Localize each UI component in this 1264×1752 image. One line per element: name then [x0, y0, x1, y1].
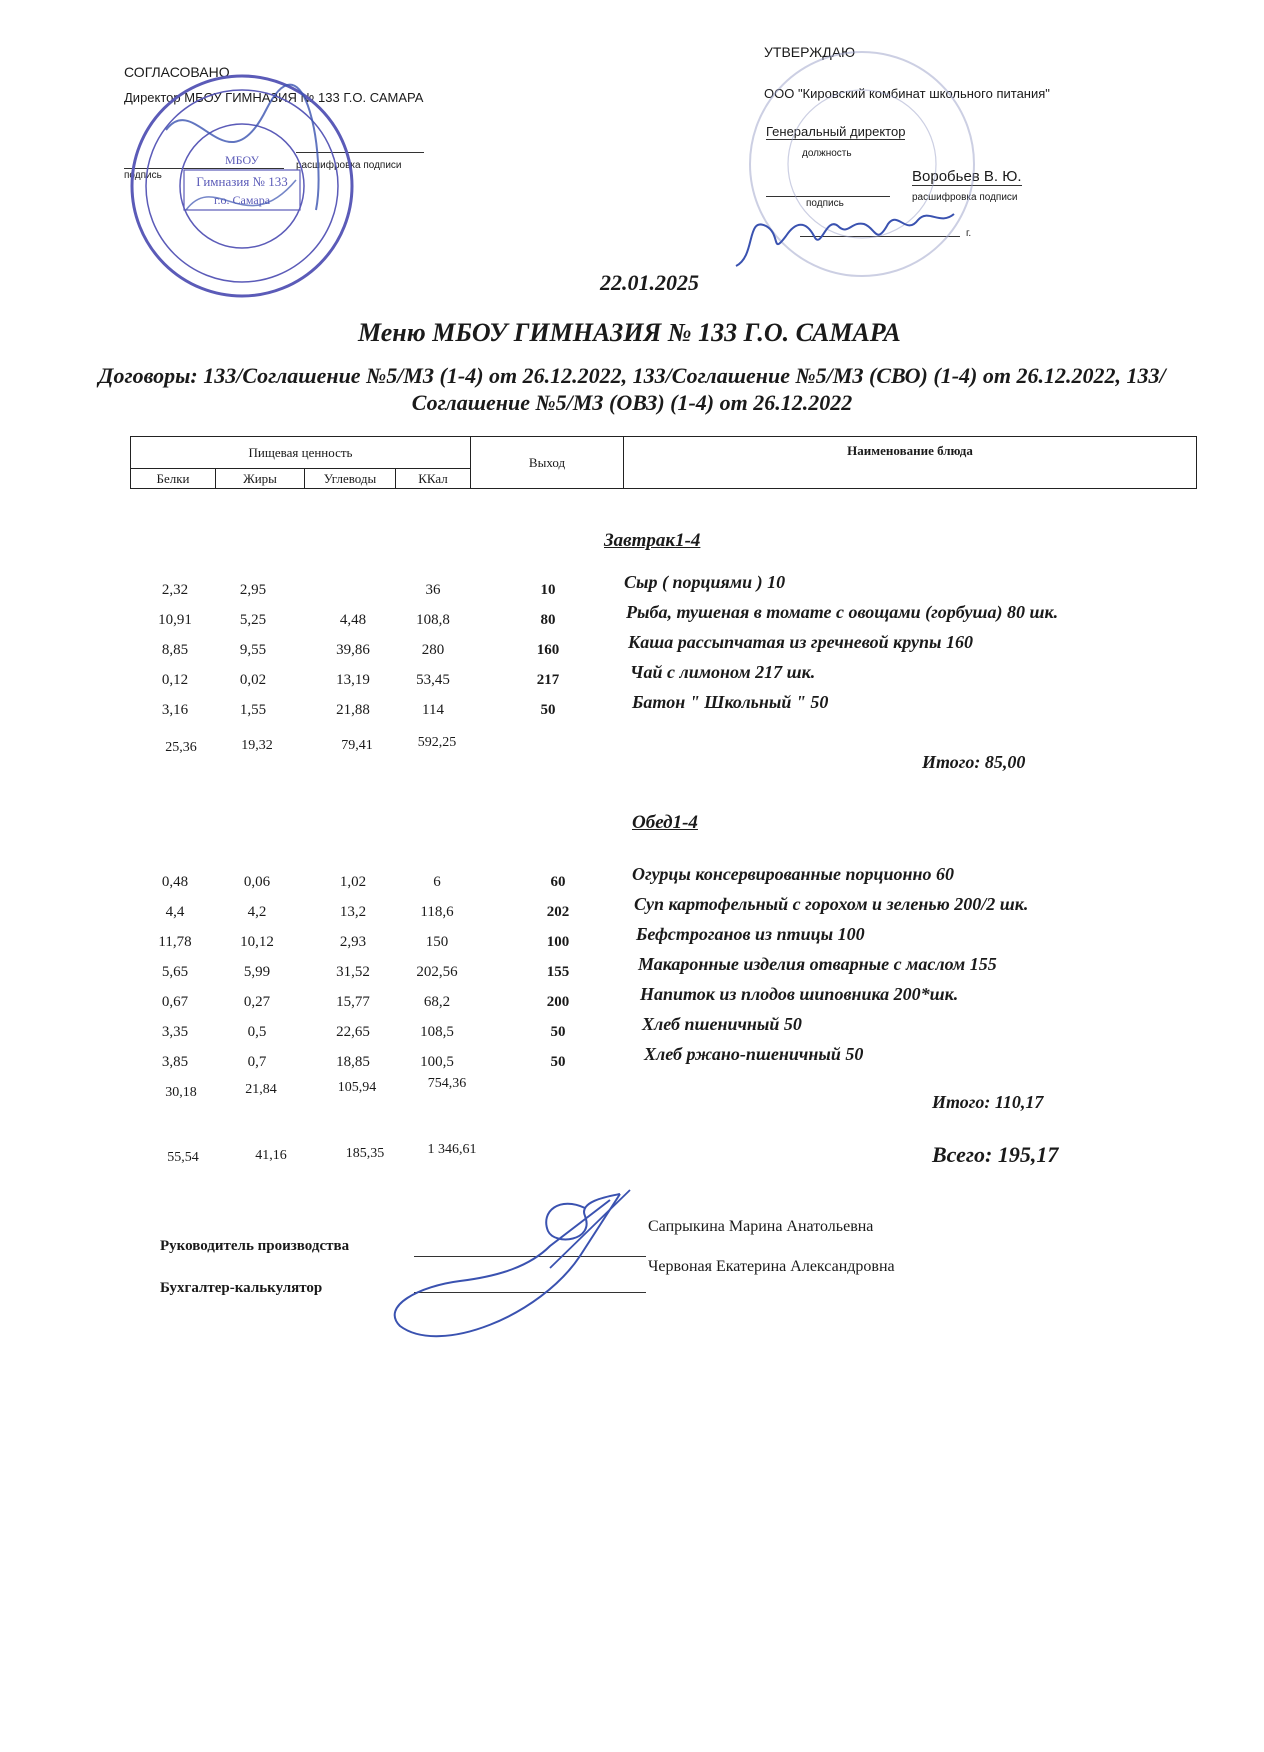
- lunch-row-fats: 0,5: [247, 1024, 267, 1040]
- breakfast-row-dish: Чай с лимоном 217 шк.: [630, 662, 816, 682]
- breakfast-row-fats: 5,25: [239, 612, 267, 628]
- breakfast-row-kcal: 36: [425, 582, 441, 598]
- breakfast-row-output: 80: [540, 612, 556, 628]
- lunch-row-output: 60: [550, 874, 566, 890]
- breakfast-row-proteins: 8,85: [161, 642, 189, 658]
- header-dish-name: Наименование блюда: [624, 437, 1197, 489]
- approval-right-company: ООО "Кировский комбинат школьного питания": [764, 86, 1050, 101]
- breakfast-row-proteins: 2,32: [161, 582, 189, 598]
- lunch-row-output: 50: [550, 1024, 566, 1040]
- breakfast-row-carbs: 39,86: [336, 642, 370, 658]
- lunch-row-carbs: 18,85: [336, 1054, 370, 1070]
- lunch-row-fats: 4,2: [247, 904, 267, 920]
- lunch-row-kcal: 6: [433, 874, 441, 890]
- grand-fats: 41,16: [255, 1148, 287, 1163]
- stamp-line-1: МБОУ: [225, 153, 259, 167]
- grand-proteins: 55,54: [167, 1150, 199, 1165]
- breakfast-title: Завтрак1-4: [604, 530, 701, 551]
- lunch-sum-kcal: 754,36: [427, 1076, 467, 1091]
- breakfast-row-proteins: 3,16: [161, 702, 189, 718]
- approval-right-year: г.: [966, 228, 972, 239]
- breakfast-row-dish: Рыба, тушеная в томате с овощами (горбуша) 80 шк.: [626, 602, 1059, 622]
- breakfast-row-kcal: 53,45: [416, 672, 450, 688]
- breakfast-row-proteins: 0,12: [161, 672, 189, 688]
- breakfast-row-dish: Сыр ( порциями ) 10: [624, 572, 786, 592]
- lunch-row-dish: Напиток из плодов шиповника 200*шк.: [640, 984, 959, 1004]
- breakfast-row-fats: 9,55: [239, 642, 267, 658]
- grand-kcal: 1 346,61: [427, 1142, 477, 1157]
- lunch-row-dish: Огурцы консервированные порционно 60: [632, 864, 955, 884]
- school-stamp: [126, 70, 358, 302]
- lunch-row-output: 100: [546, 934, 570, 950]
- approval-left-sign-label: подпись: [124, 170, 162, 181]
- menu-table-header: [130, 436, 1197, 489]
- breakfast-row-carbs: 4,48: [339, 612, 367, 628]
- lunch-row-kcal: 68,2: [423, 994, 451, 1010]
- breakfast-row-dish: Батон " Школьный " 50: [632, 692, 829, 712]
- approval-right-heading: УТВЕРЖДАЮ: [764, 44, 856, 60]
- header-output: Выход: [471, 437, 624, 489]
- lunch-row-proteins: 4,4: [165, 904, 185, 920]
- breakfast-row-carbs: 13,19: [336, 672, 370, 688]
- header-carbs: Углеводы: [305, 469, 396, 489]
- header-fats: Жиры: [216, 469, 305, 489]
- lunch-row-proteins: 3,85: [161, 1054, 189, 1070]
- lunch-row-dish: Хлеб ржано-пшеничный 50: [644, 1044, 864, 1064]
- breakfast-row-fats: 0,02: [239, 672, 267, 688]
- lunch-sum-carbs: 105,94: [337, 1080, 377, 1095]
- lunch-row-output: 155: [546, 964, 570, 980]
- breakfast-row-dish: Каша рассыпчатая из гречневой крупы 160: [628, 632, 973, 652]
- approval-right-position: Генеральный директор: [766, 124, 906, 139]
- lunch-row-fats: 10,12: [240, 934, 274, 950]
- lunch-row-output: 200: [546, 994, 570, 1010]
- lunch-row-proteins: 0,48: [161, 874, 189, 890]
- lunch-row-carbs: 2,93: [339, 934, 367, 950]
- breakfast-row-kcal: 114: [422, 702, 444, 718]
- breakfast-sum-fats: 19,32: [241, 738, 273, 753]
- lunch-row-carbs: 15,77: [336, 994, 370, 1010]
- approval-left-position: Директор МБОУ ГИМНАЗИЯ № 133 Г.О. САМАРА: [124, 90, 424, 105]
- lunch-row-kcal: 150: [425, 934, 449, 950]
- breakfast-row-kcal: 280: [421, 642, 445, 658]
- lunch-row-dish: Бефстроганов из птицы 100: [636, 924, 865, 944]
- breakfast-sum-proteins: 25,36: [165, 740, 197, 755]
- lunch-row-dish: Макаронные изделия отварные с маслом 155: [638, 954, 997, 974]
- signature-role-accountant: Бухгалтер-калькулятор: [160, 1280, 323, 1296]
- stamp-line-2: Гимназия № 133: [196, 174, 288, 189]
- header-kcal: ККал: [396, 469, 471, 489]
- approval-right-decode-label: расшифровка подписи: [912, 192, 1018, 203]
- lunch-row-carbs: 13,2: [339, 904, 367, 920]
- breakfast-row-output: 50: [540, 702, 556, 718]
- header-proteins: Белки: [131, 469, 216, 489]
- contracts-text: Договоры: 133/Соглашение №5/МЗ (1-4) от 26.12.2022, 133/Соглашение №5/МЗ (СВО) (1-4) от 26.12.2022, 133/Соглашение №5/МЗ (ОВЗ) (1-4) от 26.12.2022: [98, 363, 1166, 415]
- breakfast-total: Итого: 85,00: [922, 752, 1026, 772]
- director-signature: [726, 196, 966, 276]
- lunch-row-dish: Хлеб пшеничный 50: [642, 1014, 802, 1034]
- lunch-row-fats: 5,99: [243, 964, 271, 980]
- lunch-row-carbs: 1,02: [339, 874, 367, 890]
- breakfast-sum-carbs: 79,41: [341, 738, 373, 753]
- lunch-total: Итого: 110,17: [932, 1092, 1044, 1112]
- stamp-line-3: г.о. Самара: [213, 193, 271, 207]
- breakfast-row-output: 10: [540, 582, 556, 598]
- lunch-row-kcal: 108,5: [420, 1024, 454, 1040]
- menu-date: 22.01.2025: [600, 270, 699, 295]
- lunch-row-kcal: 118,6: [420, 904, 454, 920]
- page-title: Меню МБОУ ГИМНАЗИЯ № 133 Г.О. САМАРА: [358, 318, 901, 347]
- breakfast-row-carbs: 21,88: [336, 702, 370, 718]
- signature-name-accountant: Червоная Екатерина Александровна: [648, 1258, 895, 1275]
- breakfast-row-fats: 2,95: [239, 582, 267, 598]
- lunch-title: Обед1-4: [632, 812, 698, 833]
- lunch-sum-proteins: 30,18: [165, 1085, 197, 1100]
- grand-carbs: 185,35: [345, 1146, 385, 1161]
- lunch-row-proteins: 11,78: [158, 934, 192, 950]
- lunch-row-fats: 0,27: [243, 994, 271, 1010]
- breakfast-row-output: 217: [536, 672, 560, 688]
- breakfast-row-fats: 1,55: [239, 702, 267, 718]
- lunch-row-output: 50: [550, 1054, 566, 1070]
- breakfast-sum-kcal: 592,25: [417, 735, 457, 750]
- lunch-row-dish: Суп картофельный с горохом и зеленью 200/2 шк.: [634, 894, 1029, 914]
- lunch-row-proteins: 5,65: [161, 964, 189, 980]
- approval-left-decode-label: расшифровка подписи: [296, 160, 402, 171]
- approval-right-sign-label: подпись: [806, 198, 844, 209]
- lunch-row-fats: 0,06: [243, 874, 271, 890]
- lunch-row-kcal: 202,56: [416, 964, 458, 980]
- lunch-row-proteins: 0,67: [161, 994, 189, 1010]
- lunch-sum-fats: 21,84: [245, 1082, 277, 1097]
- approval-right-position-label: должность: [802, 148, 852, 159]
- lunch-row-proteins: 3,35: [161, 1024, 189, 1040]
- lunch-row-fats: 0,7: [247, 1054, 267, 1070]
- lunch-row-kcal: 100,5: [420, 1054, 454, 1070]
- signature-name-production: Сапрыкина Марина Анатольевна: [648, 1218, 874, 1235]
- breakfast-row-output: 160: [536, 642, 560, 658]
- lunch-row-carbs: 22,65: [336, 1024, 370, 1040]
- breakfast-row-kcal: 108,8: [416, 612, 450, 628]
- approval-right-name: Воробьев В. Ю.: [912, 168, 1022, 185]
- approval-left-heading: СОГЛАСОВАНО: [124, 64, 230, 80]
- breakfast-row-proteins: 10,91: [158, 612, 192, 628]
- header-nutrition: Пищевая ценность: [131, 437, 471, 469]
- lunch-row-output: 202: [546, 904, 570, 920]
- grand-total: Всего: 195,17: [932, 1142, 1059, 1167]
- production-signature: [380, 1186, 680, 1346]
- signature-role-production: Руководитель производства: [160, 1238, 350, 1254]
- lunch-row-carbs: 31,52: [336, 964, 370, 980]
